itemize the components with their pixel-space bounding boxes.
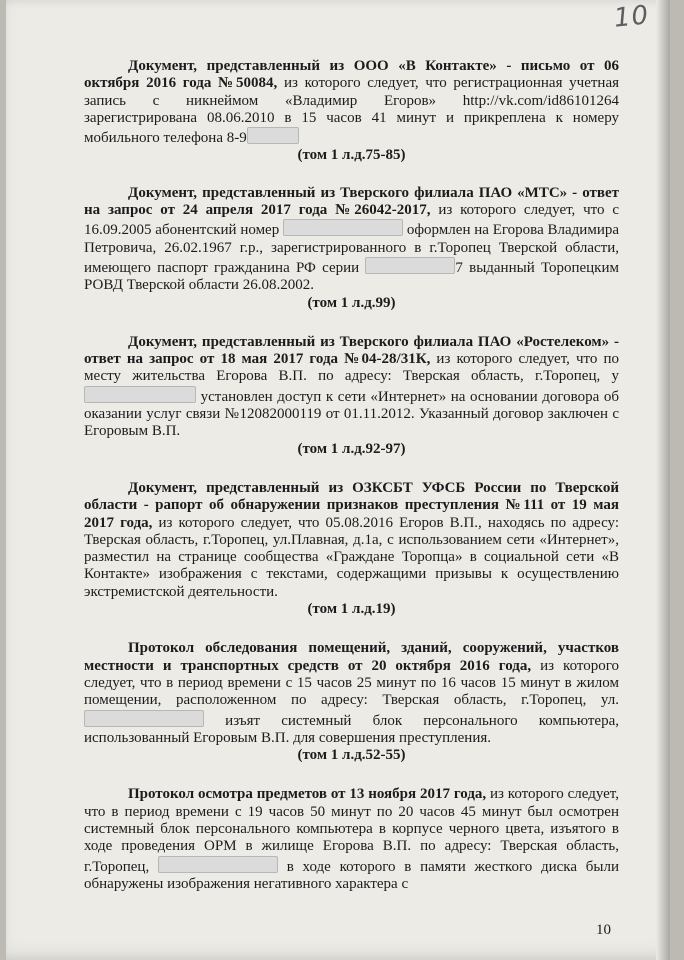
volume-reference: (том 1 л.д.52-55) <box>297 747 406 764</box>
document-page <box>6 0 670 960</box>
section-text: из которого следует, что по месту жительства Егорова В.П. по адресу: Тверская область, г.Торопец, у <box>84 351 619 385</box>
section-title: Документ, представленный из ООО «В Контакте» - письмо от 06 октября 2016 года №50084, <box>84 58 619 92</box>
volume-reference: (том 1 л.д.75-85) <box>297 147 406 164</box>
redacted-address <box>84 710 204 727</box>
section-title: Документ, представленный из ОЗКСБТ УФСБ России по Тверской области - рапорт об обнаружении признаков преступления №111 от 19 мая 2017 года, <box>84 479 619 531</box>
redacted-phone <box>247 127 299 144</box>
section-text: оформлен на Егорова Владимира Петровича, 26.02.1967 г.р., зарегистрированного в г.Торопец Тверской области, имеющего паспорт гражданина РФ серии <box>84 222 619 276</box>
document-body <box>84 58 619 893</box>
volume-reference: (том 1 л.д.92-97) <box>297 440 406 457</box>
page-edge-shadow <box>656 0 670 960</box>
section-vk-letter <box>84 58 619 165</box>
section-mts-response <box>84 185 619 312</box>
section-text: из которого следует, что с 16.09.2005 абонентский номер <box>84 202 619 239</box>
section-title: Документ, представленный из Тверского филиала ПАО «МТС» - ответ на запрос от 24 апреля 2017 года №26042-2017, <box>84 184 619 219</box>
page-number: 10 <box>596 922 611 938</box>
section-text: установлен доступ к сети «Интернет» на основании договора об оказании услуг связи №12082000119 от 01.11.2012. Указанный договор заключен с Егоровым В.П. <box>84 388 620 440</box>
section-text: в ходе которого в памяти жесткого диска были обнаружены изображения негативного характера с <box>84 858 619 892</box>
redacted-phone-number <box>283 219 403 236</box>
redacted-passport <box>365 257 455 274</box>
section-rostelecom-response <box>84 334 619 458</box>
section-title: Документ, представленный из Тверского филиала ПАО «Ростелеком» - ответ на запрос от 18 мая 2017 года №04-28/31К, <box>84 333 619 368</box>
section-title: Протокол осмотра предметов от 13 ноября 2017 года, <box>128 786 487 803</box>
section-text: из которого следует, что в период времени с 19 часов 50 минут по 20 часов 45 минут был осмотрен системный блок персонального компьютера в корпусе черного цвета, изъятого в ходе проведения ОРМ в жилище Егорова В.П. по адресу: Тверская область, г.Торопец, <box>84 786 619 875</box>
volume-reference: (том 1 л.д.99) <box>307 294 396 311</box>
section-text: 7 выданный Торопецким РОВД Тверской области 26.08.2002. <box>84 259 619 294</box>
handwritten-page-number: 10 <box>612 0 651 34</box>
section-text: из которого следует, что в период времени с 15 часов 25 минут по 16 часов 15 минут в жилом помещении, расположенном по адресу: Тверская область, г.Торопец, ул. <box>84 657 620 709</box>
redacted-address <box>84 386 196 403</box>
section-text: из которого следует, что 05.08.2016 Егоров В.П., находясь по адресу: Тверская область, г.Торопец, ул.Плавная, д.1а, с использованием сети «Интернет», разместил на странице сообщества «Граждане Торопца» в социальной сети «В Контакте» изображения с текстами, содержащими призывы к осуществлению экстремистской деятельности. <box>84 514 619 600</box>
section-title: Протокол обследования помещений, зданий, сооружений, участков местности и транспортных средств от 20 октября 2016 года, <box>84 640 619 674</box>
section-text: из которого следует, что регистрационная учетная запись с никнеймом «Владимир Егоров» http://vk.com/id86101264 зарегистрирована 08.06.2010 в 15 часов 41 минут и прикреплена к номеру мобильного телефона 8-9 <box>84 75 619 147</box>
section-inspection-protocol <box>84 640 619 764</box>
volume-reference: (том 1 л.д.19) <box>307 601 396 618</box>
section-examination-protocol <box>84 786 619 893</box>
section-fsb-report <box>84 480 619 618</box>
section-text: изъят системный блок персонального компьютера, использованный Егоровым В.П. для совершения преступления. <box>84 712 619 746</box>
redacted-address <box>158 856 278 873</box>
